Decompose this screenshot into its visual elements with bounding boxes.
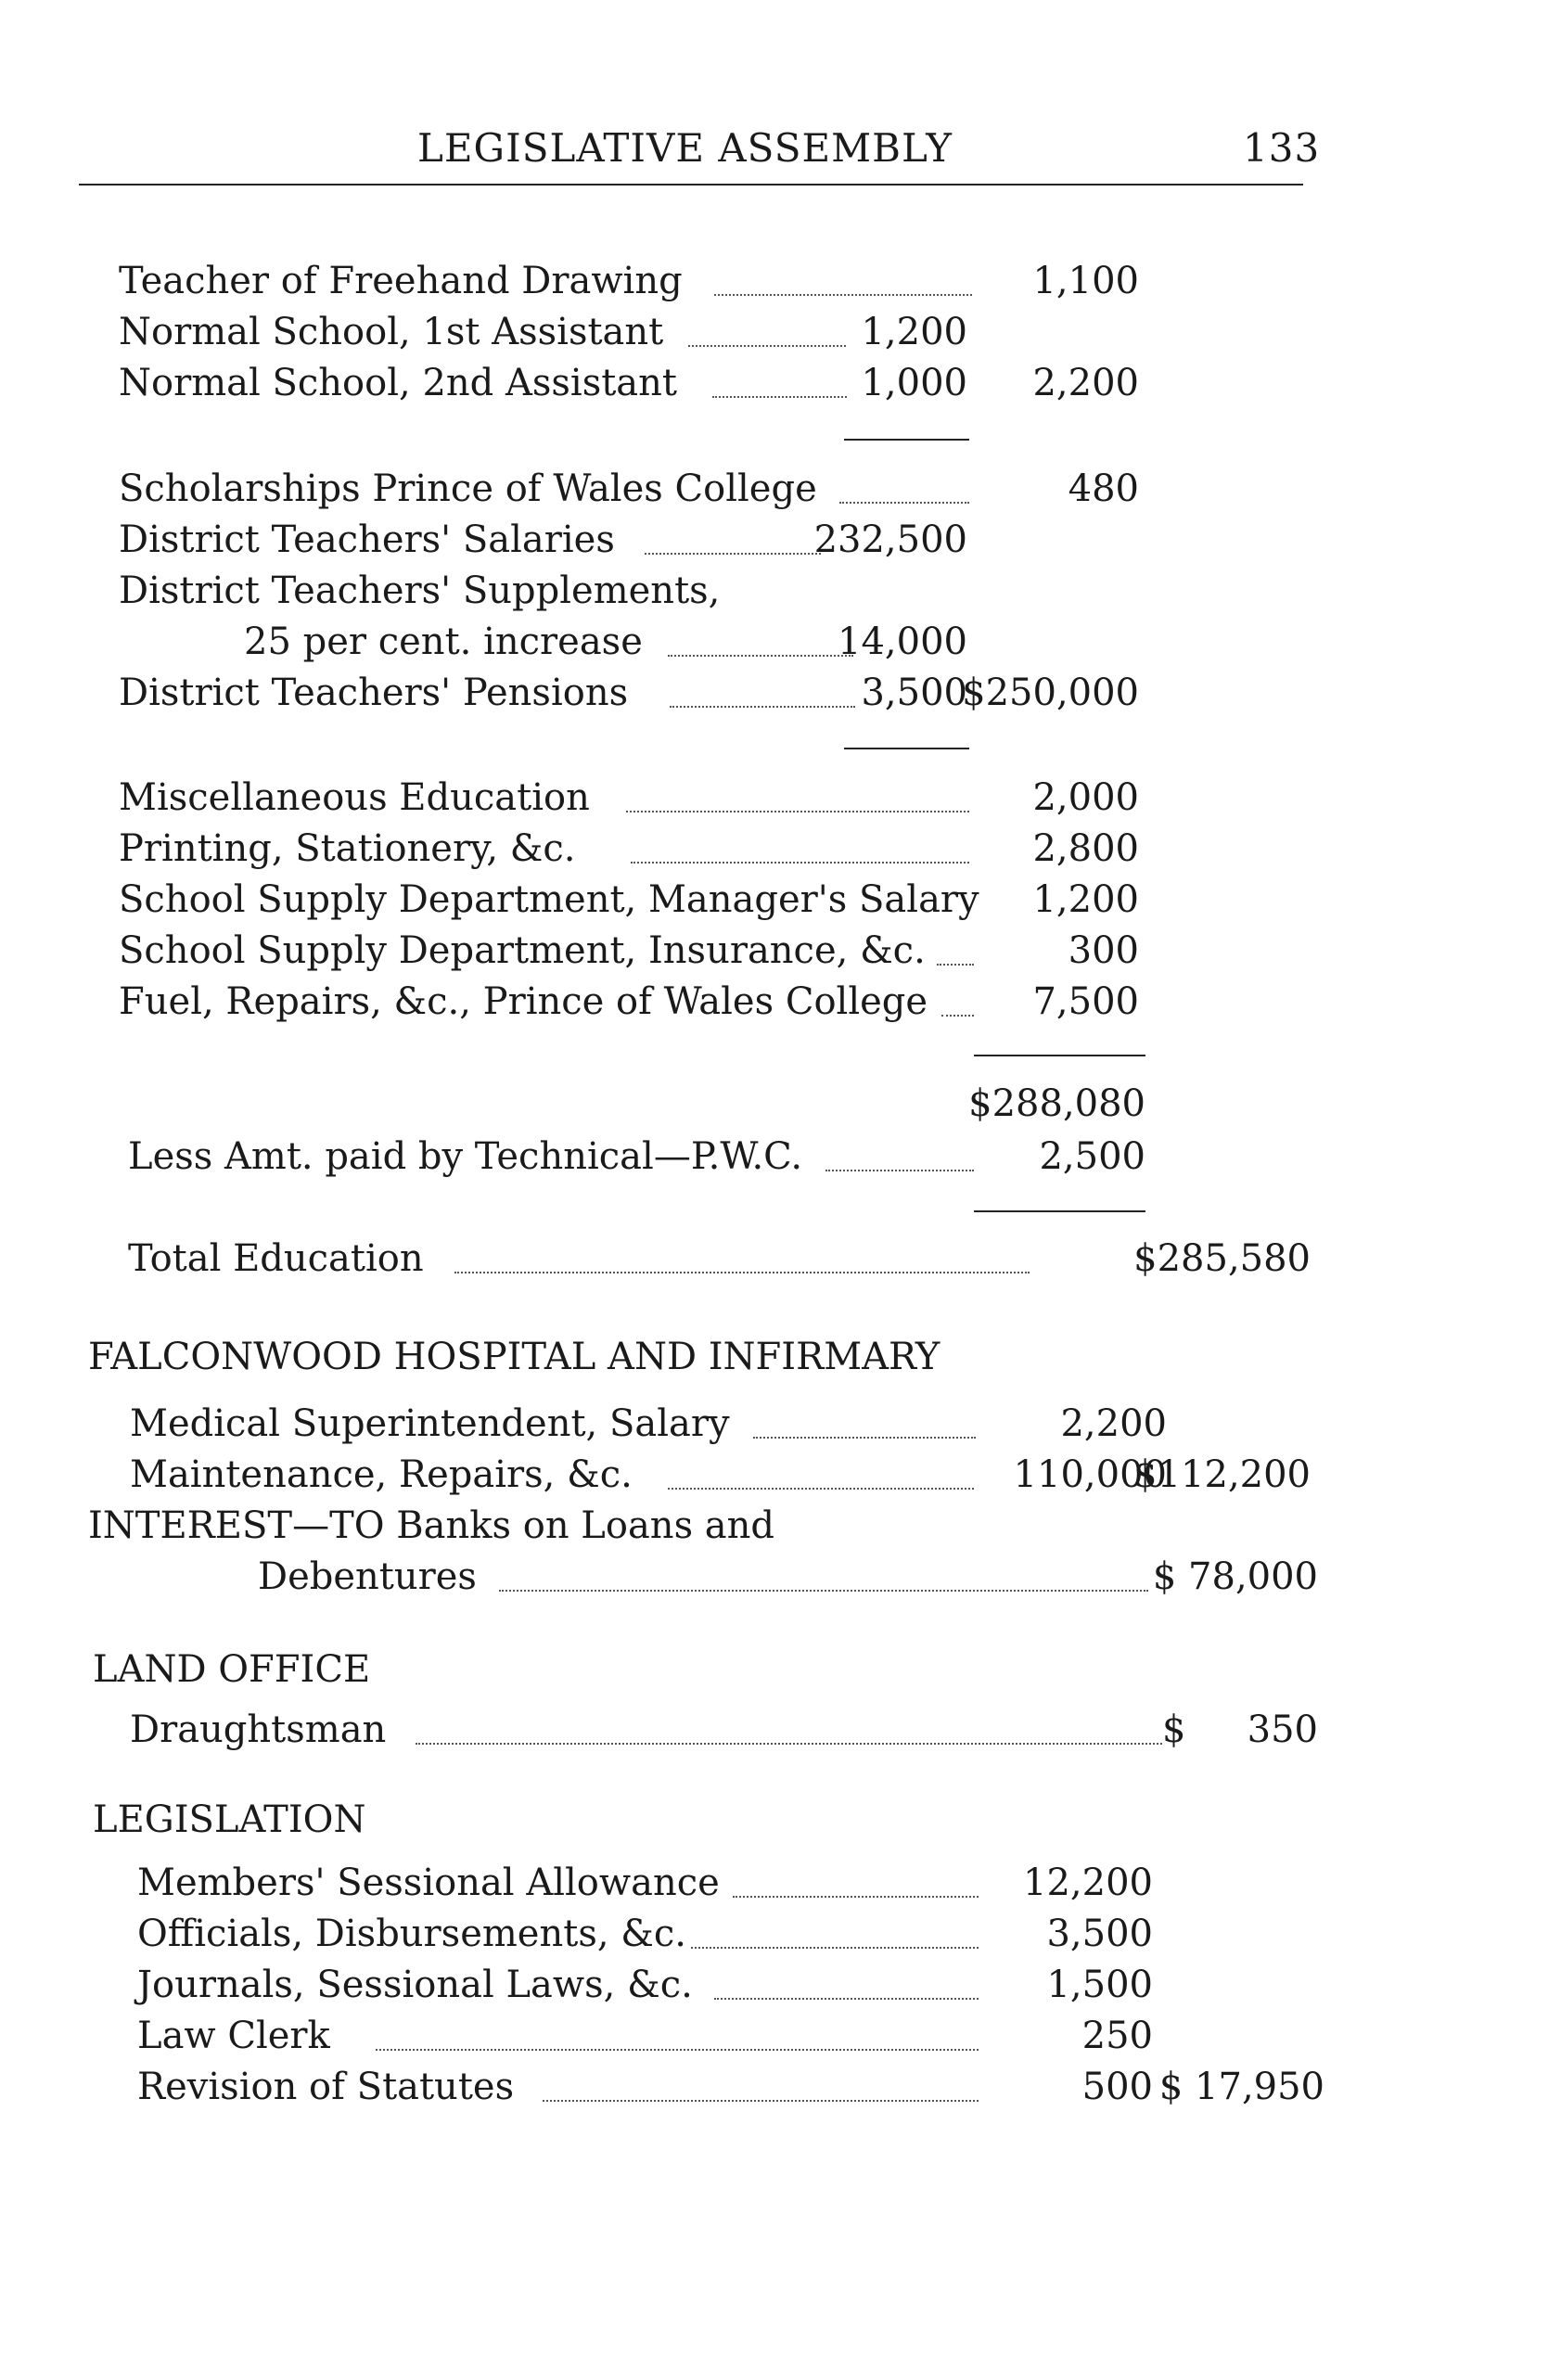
line-item-label: Officials, Disbursements, &c.: [137, 1913, 686, 1955]
line-item-amount: 250: [1081, 2015, 1153, 2057]
line-item-label: 25 per cent. increase: [244, 621, 643, 663]
total-amount: $285,580: [1133, 1237, 1311, 1280]
line-item-amount: 3,500: [861, 672, 967, 714]
dot-leader: [376, 2049, 979, 2051]
line-item-amount: 2,200: [1060, 1402, 1167, 1445]
less-label: Less Amt. paid by Technical—P.W.C.: [128, 1135, 803, 1178]
line-item-label: District Teachers' Pensions: [119, 672, 629, 714]
dot-leader: [712, 396, 847, 398]
section-heading: LEGISLATION: [93, 1798, 366, 1841]
line-item-amount: 12,200: [1023, 1862, 1153, 1904]
subtotal-rule: [844, 439, 969, 441]
line-item-amount: 2,200: [1032, 362, 1139, 404]
dot-leader: [668, 655, 853, 657]
section-heading: LAND OFFICE: [93, 1648, 371, 1691]
line-item-amount: 7,500: [1032, 980, 1139, 1023]
line-item-label: Miscellaneous Education: [119, 776, 590, 819]
line-item-label: Normal School, 2nd Assistant: [119, 362, 677, 404]
dot-leader: [733, 1896, 979, 1898]
line-item-amount: 1,200: [861, 311, 967, 353]
line-item-label: Draughtsman: [130, 1708, 387, 1751]
line-item-amount: 1,100: [1032, 260, 1139, 302]
dot-leader: [631, 862, 969, 864]
line-item-amount: 2,800: [1032, 827, 1139, 870]
line-item-label: Medical Superintendent, Salary: [130, 1402, 730, 1445]
dot-leader: [937, 964, 974, 966]
dot-leader: [645, 553, 821, 555]
total-label: Total Education: [128, 1237, 424, 1280]
line-item-label: School Supply Department, Insurance, &c.: [119, 929, 926, 972]
line-item-amount: 14,000: [838, 621, 967, 663]
line-item-amount: $250,000: [962, 672, 1139, 714]
line-item-amount: 1,500: [1046, 1964, 1153, 2006]
line-item-label: Normal School, 1st Assistant: [119, 311, 664, 353]
dot-leader: [714, 294, 972, 296]
line-item-amount: 3,500: [1046, 1913, 1153, 1955]
line-item-amount: 110,000: [1013, 1453, 1167, 1496]
dot-leader: [941, 1015, 974, 1017]
line-item-label: Journals, Sessional Laws, &c.: [137, 1964, 693, 2006]
line-item-label: Debentures: [258, 1555, 477, 1598]
line-item-label: District Teachers' Supplements,: [119, 569, 721, 612]
dot-leader: [543, 2100, 979, 2102]
line-item-label: Printing, Stationery, &c.: [119, 827, 576, 870]
line-item-total: $112,200: [1133, 1453, 1311, 1496]
line-item-label: Maintenance, Repairs, &c.: [130, 1453, 633, 1496]
dot-leader: [670, 706, 855, 708]
section-heading: INTEREST—TO Banks on Loans and: [88, 1504, 775, 1547]
line-item-label: Teacher of Freehand Drawing: [119, 260, 683, 302]
line-item-label: Revision of Statutes: [137, 2066, 515, 2108]
line-item-amount: 480: [1068, 467, 1139, 510]
line-item-label: Scholarships Prince of Wales College: [119, 467, 817, 510]
dot-leader: [753, 1437, 976, 1439]
dollar-sign: $: [1162, 1708, 1186, 1751]
subtotal-rule: [844, 748, 969, 749]
line-item-amount: 500: [1081, 2066, 1153, 2108]
line-item-total: $ 78,000: [1152, 1555, 1318, 1598]
less-amount: 2,500: [1039, 1135, 1145, 1178]
page-number: 133: [1243, 125, 1321, 171]
subtotal-rule: [974, 1055, 1145, 1056]
total-rule: [974, 1210, 1145, 1212]
line-item-amount: 1,200: [1032, 878, 1139, 921]
line-item-label: Members' Sessional Allowance: [137, 1862, 720, 1904]
dot-leader: [714, 1998, 979, 2000]
subtotal-amount: $288,080: [968, 1082, 1145, 1125]
dot-leader: [454, 1272, 1030, 1273]
dot-leader: [691, 1947, 979, 1949]
line-item-total: $ 17,950: [1158, 2066, 1324, 2108]
dot-leader: [626, 811, 969, 813]
line-item-amount: 2,000: [1032, 776, 1139, 819]
dot-leader: [668, 1488, 974, 1490]
section-heading: FALCONWOOD HOSPITAL AND INFIRMARY: [88, 1336, 940, 1378]
header-rule: [79, 184, 1303, 186]
line-item-label: District Teachers' Salaries: [119, 518, 615, 561]
dot-leader: [416, 1743, 1162, 1745]
line-item-total: 350: [1247, 1708, 1318, 1751]
page-header-title: LEGISLATIVE ASSEMBLY: [417, 125, 953, 171]
line-item-label: Law Clerk: [137, 2015, 330, 2057]
dot-leader: [825, 1170, 974, 1171]
line-item-amount: 1,000: [861, 362, 967, 404]
dot-leader: [688, 345, 846, 347]
line-item-amount: 232,500: [813, 518, 967, 561]
line-item-amount: 300: [1068, 929, 1139, 972]
line-item-label: Fuel, Repairs, &c., Prince of Wales College: [119, 980, 928, 1023]
dot-leader: [839, 502, 969, 504]
dot-leader: [499, 1590, 1148, 1592]
line-item-label: School Supply Department, Manager's Salary: [119, 878, 979, 921]
